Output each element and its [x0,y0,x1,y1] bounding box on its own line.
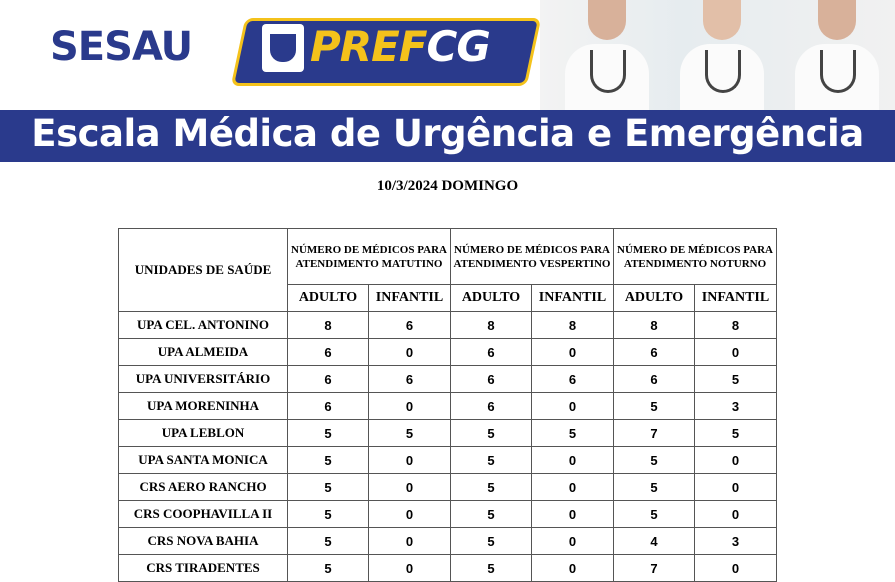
doctor-count-cell: 6 [369,312,451,339]
doctor-count-cell: 0 [695,474,777,501]
doctor-count-cell: 5 [288,555,369,582]
doctor-count-cell: 8 [614,312,695,339]
doctor-count-cell: 8 [451,312,532,339]
doctor-count-cell: 3 [695,528,777,555]
table-row [119,474,777,501]
prefcg-logo-text [310,22,490,71]
table-row [119,420,777,447]
doctor-count-cell: 6 [288,366,369,393]
doctor-count-cell: 0 [695,447,777,474]
doctor-count-cell: 5 [695,420,777,447]
doctor-count-cell: 5 [288,501,369,528]
date-line: 10/3/2024 DOMINGO [376,178,519,194]
doctor-count-cell: 6 [288,393,369,420]
unit-name-cell: UPA UNIVERSITÁRIO [119,366,288,393]
unit-header: UNIDADES DE SAÚDE [119,229,288,312]
doctor-count-cell: 5 [451,528,532,555]
doctor-count-cell: 5 [451,501,532,528]
doctor-count-cell: 6 [369,366,451,393]
doctor-count-cell: 6 [614,366,695,393]
schedule-table [118,228,777,582]
doctor-count-cell: 0 [532,447,614,474]
doctor-count-cell: 6 [451,393,532,420]
doctor-count-cell: 6 [614,339,695,366]
doctor-count-cell: 6 [451,339,532,366]
doctor-count-cell: 0 [695,555,777,582]
doctor-count-cell: 5 [288,420,369,447]
pref-label: PREF [310,22,427,71]
doctor-count-cell: 5 [695,366,777,393]
sesau-logo: SESAU [50,24,193,70]
doctor-count-cell: 5 [614,501,695,528]
doctor-count-cell: 3 [695,393,777,420]
table-row [119,339,777,366]
unit-name-cell: UPA CEL. ANTONINO [119,312,288,339]
doctor-count-cell: 0 [532,474,614,501]
doctor-count-cell: 6 [532,366,614,393]
doctor-count-cell: 8 [288,312,369,339]
unit-name-cell: CRS TIRADENTES [119,555,288,582]
doctor-count-cell: 5 [614,447,695,474]
table-row [119,393,777,420]
doctor-count-cell: 0 [695,501,777,528]
doctor-count-cell: 6 [451,366,532,393]
doctor-count-cell: 0 [532,555,614,582]
doctor-count-cell: 7 [614,420,695,447]
doctor-count-cell: 0 [369,528,451,555]
doctor-count-cell: 0 [369,447,451,474]
page-title: Escala Médica de Urgência e Emergência [31,112,864,155]
unit-name-cell: CRS NOVA BAHIA [119,528,288,555]
unit-name-cell: UPA ALMEIDA [119,339,288,366]
table-body [119,312,777,582]
doctor-count-cell: 0 [369,339,451,366]
table-row [119,447,777,474]
doctor-count-cell: 0 [532,339,614,366]
doctor-figure [560,0,650,110]
unit-name-cell: CRS COOPHAVILLA II [119,501,288,528]
doctor-count-cell: 0 [369,474,451,501]
doctor-count-cell: 5 [288,474,369,501]
doctor-count-cell: 5 [614,474,695,501]
unit-name-cell: CRS AERO RANCHO [119,474,288,501]
doctor-count-cell: 0 [369,555,451,582]
doctor-count-cell: 0 [695,339,777,366]
doctor-figure [790,0,880,110]
subheader-infantil: INFANTIL [369,285,451,312]
doctor-count-cell: 5 [288,447,369,474]
group-header-matutino: NÚMERO DE MÉDICOS PARA ATENDIMENTO MATUTINO [288,229,451,285]
doctor-figure [675,0,765,110]
doctor-count-cell: 5 [532,420,614,447]
group-header-vespertino: NÚMERO DE MÉDICOS PARA ATENDIMENTO VESPERTINO [451,229,614,285]
doctor-count-cell: 7 [614,555,695,582]
doctors-photo [540,0,895,110]
unit-name-cell: UPA MORENINHA [119,393,288,420]
doctor-count-cell: 5 [369,420,451,447]
doctor-count-cell: 5 [614,393,695,420]
group-header-noturno: NÚMERO DE MÉDICOS PARA ATENDIMENTO NOTURNO [614,229,777,285]
doctor-count-cell: 0 [532,528,614,555]
header [0,0,895,110]
table-row [119,366,777,393]
subheader-adulto: ADULTO [614,285,695,312]
table-row [119,528,777,555]
doctor-count-cell: 5 [451,474,532,501]
doctor-count-cell: 8 [695,312,777,339]
unit-name-cell: UPA SANTA MONICA [119,447,288,474]
doctor-count-cell: 0 [532,393,614,420]
unit-name-cell: UPA LEBLON [119,420,288,447]
doctor-count-cell: 0 [369,393,451,420]
doctor-count-cell: 5 [451,555,532,582]
subheader-adulto: ADULTO [451,285,532,312]
doctor-count-cell: 5 [451,447,532,474]
subheader-adulto: ADULTO [288,285,369,312]
doctor-count-cell: 6 [288,339,369,366]
table-row [119,501,777,528]
doctor-count-cell: 0 [369,501,451,528]
doctor-count-cell: 8 [532,312,614,339]
doctor-count-cell: 0 [532,501,614,528]
subheader-infantil: INFANTIL [695,285,777,312]
doctor-count-cell: 5 [451,420,532,447]
table-header-row [119,229,777,285]
table-row [119,312,777,339]
doctor-count-cell: 5 [288,528,369,555]
doctor-count-cell: 4 [614,528,695,555]
cg-label: CG [426,22,490,71]
subheader-infantil: INFANTIL [532,285,614,312]
table-row [119,555,777,582]
city-crest-icon [262,24,304,72]
